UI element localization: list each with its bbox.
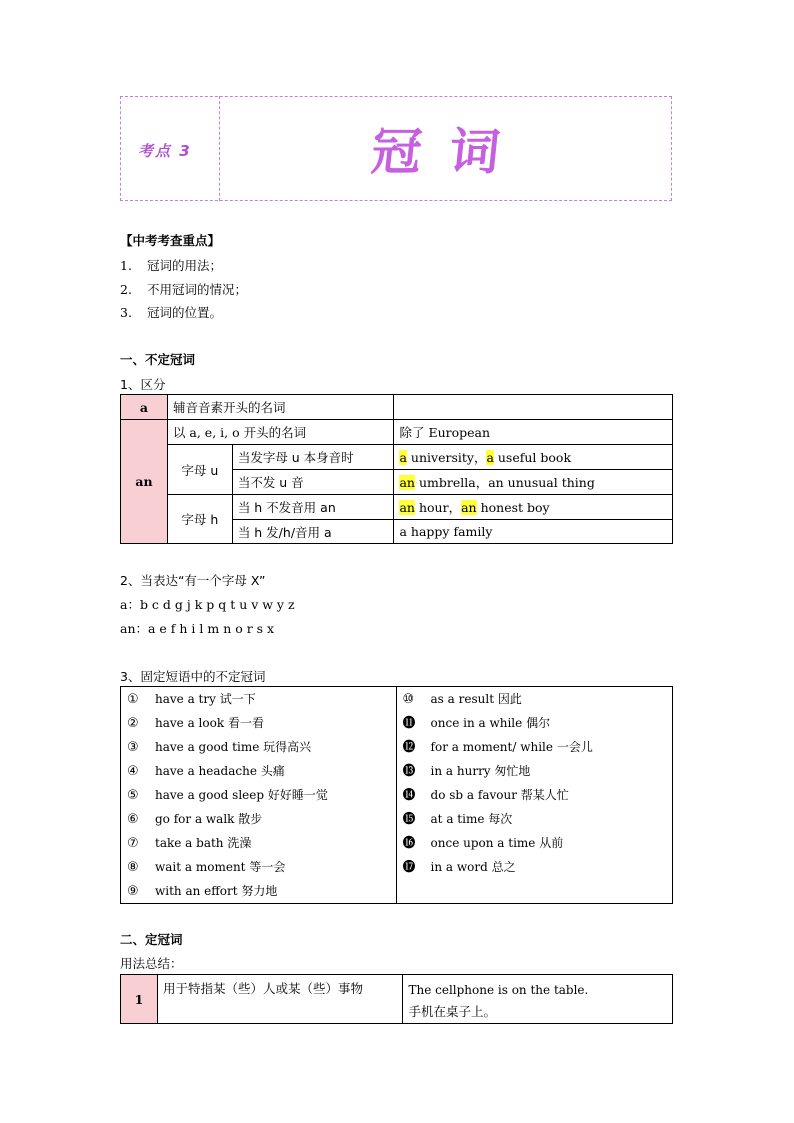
phrase-row xyxy=(397,783,672,807)
phrase-number: ⓰ xyxy=(402,836,416,851)
a-label-cell: a xyxy=(121,395,168,420)
vowel-example-cell: 除了 European xyxy=(394,420,673,445)
section1-sub1: 1、区分 xyxy=(120,377,166,392)
phrase-number: ⓮ xyxy=(402,788,416,803)
phrase-zh: 因此 xyxy=(497,692,522,706)
phrase-en: do sb a favour xyxy=(430,788,517,802)
usage-desc-cell: 用于特指某（些）人或某（些）事物 xyxy=(157,975,403,1024)
section2-summary: 用法总结： xyxy=(120,956,183,971)
u-rule-1: 当发字母 u 本身音时 xyxy=(232,445,394,470)
phrase-row xyxy=(397,759,672,783)
phrase-number: ③ xyxy=(127,740,139,755)
phrases-left-column xyxy=(121,687,397,904)
phrase-row xyxy=(121,735,396,759)
phrase-number: ⓬ xyxy=(402,740,416,755)
phrase-number: ② xyxy=(127,716,139,731)
focus-item-text: 冠词的用法； xyxy=(147,258,223,273)
phrase-number: ⑦ xyxy=(127,836,139,851)
h-rule-1: 当 h 不发音用 an xyxy=(232,495,394,520)
example-zh: 手机在桌子上。 xyxy=(408,1004,496,1019)
example-text: umbrella，an unusual thing xyxy=(415,475,595,490)
phrase-en: go for a walk xyxy=(155,812,235,826)
phrase-number: ④ xyxy=(127,764,139,779)
example-text: honest boy xyxy=(476,500,550,515)
phrase-number: ⑤ xyxy=(127,788,139,803)
focus-item xyxy=(120,256,222,274)
example-text: university， xyxy=(406,450,487,465)
phrase-zh: 散步 xyxy=(238,812,263,826)
phrase-en: have a good time xyxy=(155,740,260,754)
section1-sub3: 3、固定短语中的不定冠词 xyxy=(120,669,266,684)
phrase-zh: 玩得高兴 xyxy=(263,740,312,754)
phrase-zh: 等一会 xyxy=(249,860,286,874)
u-example-2 xyxy=(394,470,673,495)
phrase-row xyxy=(121,711,396,735)
h-example-1 xyxy=(394,495,673,520)
phrase-en: once in a while xyxy=(430,716,523,730)
example-text: useful book xyxy=(493,450,572,465)
phrase-zh: 匆忙地 xyxy=(494,764,531,778)
phrase-number: ⑩ xyxy=(402,692,415,707)
phrase-en: once upon a time xyxy=(430,836,536,850)
empty-cell xyxy=(394,395,673,420)
an-label-cell: an xyxy=(121,420,168,544)
section1-heading: 一、不定冠词 xyxy=(120,352,196,367)
phrase-row xyxy=(121,783,396,807)
phrase-zh: 每次 xyxy=(488,812,513,826)
a-desc-cell: 辅音音素开头的名词 xyxy=(167,395,394,420)
letter-u-cell: 字母 u xyxy=(167,445,232,495)
phrase-en: in a hurry xyxy=(430,764,491,778)
article-highlight: a xyxy=(486,450,494,465)
phrase-row xyxy=(121,687,396,711)
phrase-number: ⓭ xyxy=(402,764,416,779)
h-rule-2: 当 h 发/h/音用 a xyxy=(232,520,394,544)
section2-heading: 二、定冠词 xyxy=(120,932,183,947)
phrase-en: have a look xyxy=(155,716,225,730)
letter-h-cell: 字母 h xyxy=(167,495,232,544)
phrase-en: have a try xyxy=(155,692,216,706)
definite-article-table xyxy=(120,974,673,1024)
focus-item xyxy=(120,280,247,298)
topic-title: 冠词 xyxy=(368,123,531,181)
phrases-right-column xyxy=(396,687,672,904)
focus-item-num: 3. xyxy=(120,305,132,320)
phrase-row xyxy=(397,711,672,735)
phrase-row xyxy=(121,831,396,855)
focus-item xyxy=(120,303,222,321)
phrase-zh: 试一下 xyxy=(219,692,256,706)
article-highlight: an xyxy=(399,500,415,515)
focus-item-text: 冠词的位置。 xyxy=(147,305,223,320)
focus-item-num: 1. xyxy=(120,258,132,273)
phrase-number: ⑧ xyxy=(127,860,139,875)
phrase-en: at a time xyxy=(430,812,485,826)
phrase-zh: 好好睡一觉 xyxy=(267,788,328,802)
phrase-en: take a bath xyxy=(155,836,224,850)
example-text: hour， xyxy=(415,500,462,515)
header-divider xyxy=(219,96,220,201)
u-rule-2: 当不发 u 音 xyxy=(232,470,394,495)
vowel-rule-cell: 以 a, e, i, o 开头的名词 xyxy=(167,420,394,445)
usage-number-cell: 1 xyxy=(121,975,158,1024)
phrase-number: ⑨ xyxy=(127,884,139,899)
phrase-zh: 偶尔 xyxy=(526,716,551,730)
fixed-phrases-table xyxy=(120,686,673,904)
phrase-zh: 总之 xyxy=(491,860,516,874)
article-distinction-table xyxy=(120,394,673,544)
phrase-row xyxy=(121,759,396,783)
article-highlight: an xyxy=(461,500,477,515)
phrase-row xyxy=(121,879,396,903)
phrase-number: ⓯ xyxy=(402,812,416,827)
phrase-number: ⑥ xyxy=(127,812,139,827)
topic-label: 考点 3 xyxy=(138,142,192,160)
phrase-en: have a good sleep xyxy=(155,788,265,802)
phrase-row xyxy=(397,735,672,759)
section1-sub2: 2、当表达“有一个字母 X” xyxy=(120,573,266,588)
phrase-row xyxy=(397,807,672,831)
an-letters-line: an：a e f h i l m n o r s x xyxy=(120,621,275,636)
phrase-zh: 努力地 xyxy=(241,884,278,898)
phrase-number: ⓱ xyxy=(402,860,416,875)
h-example-2: a happy family xyxy=(394,520,673,544)
usage-example-cell xyxy=(403,975,673,1024)
phrase-zh: 从前 xyxy=(539,836,564,850)
phrase-en: have a headache xyxy=(155,764,257,778)
phrase-en: with an effort xyxy=(155,884,238,898)
phrase-row xyxy=(121,855,396,879)
phrase-zh: 洗澡 xyxy=(227,836,252,850)
phrase-en: in a word xyxy=(430,860,488,874)
phrase-number: ⓫ xyxy=(402,716,416,731)
focus-item-num: 2. xyxy=(120,282,132,297)
phrase-en: for a moment/ while xyxy=(430,740,553,754)
u-example-1 xyxy=(394,445,673,470)
phrase-row xyxy=(397,687,672,711)
focus-item-text: 不用冠词的情况； xyxy=(147,282,248,297)
phrase-row xyxy=(397,855,672,879)
focus-heading: 【中考考查重点】 xyxy=(120,233,221,248)
example-en: The cellphone is on the table. xyxy=(408,983,589,997)
phrase-zh: 一会儿 xyxy=(556,740,593,754)
phrase-row xyxy=(121,807,396,831)
phrase-row xyxy=(397,831,672,855)
a-letters-line: a：b c d g j k p q t u v w y z xyxy=(120,597,295,612)
phrase-zh: 看一看 xyxy=(227,716,264,730)
phrase-zh: 头痛 xyxy=(260,764,285,778)
phrase-zh: 帮某人忙 xyxy=(520,788,569,802)
phrase-number: ① xyxy=(127,692,139,707)
article-highlight: an xyxy=(399,475,415,490)
article-highlight: a xyxy=(399,450,407,465)
phrase-en: as a result xyxy=(430,692,495,706)
phrase-en: wait a moment xyxy=(155,860,246,874)
